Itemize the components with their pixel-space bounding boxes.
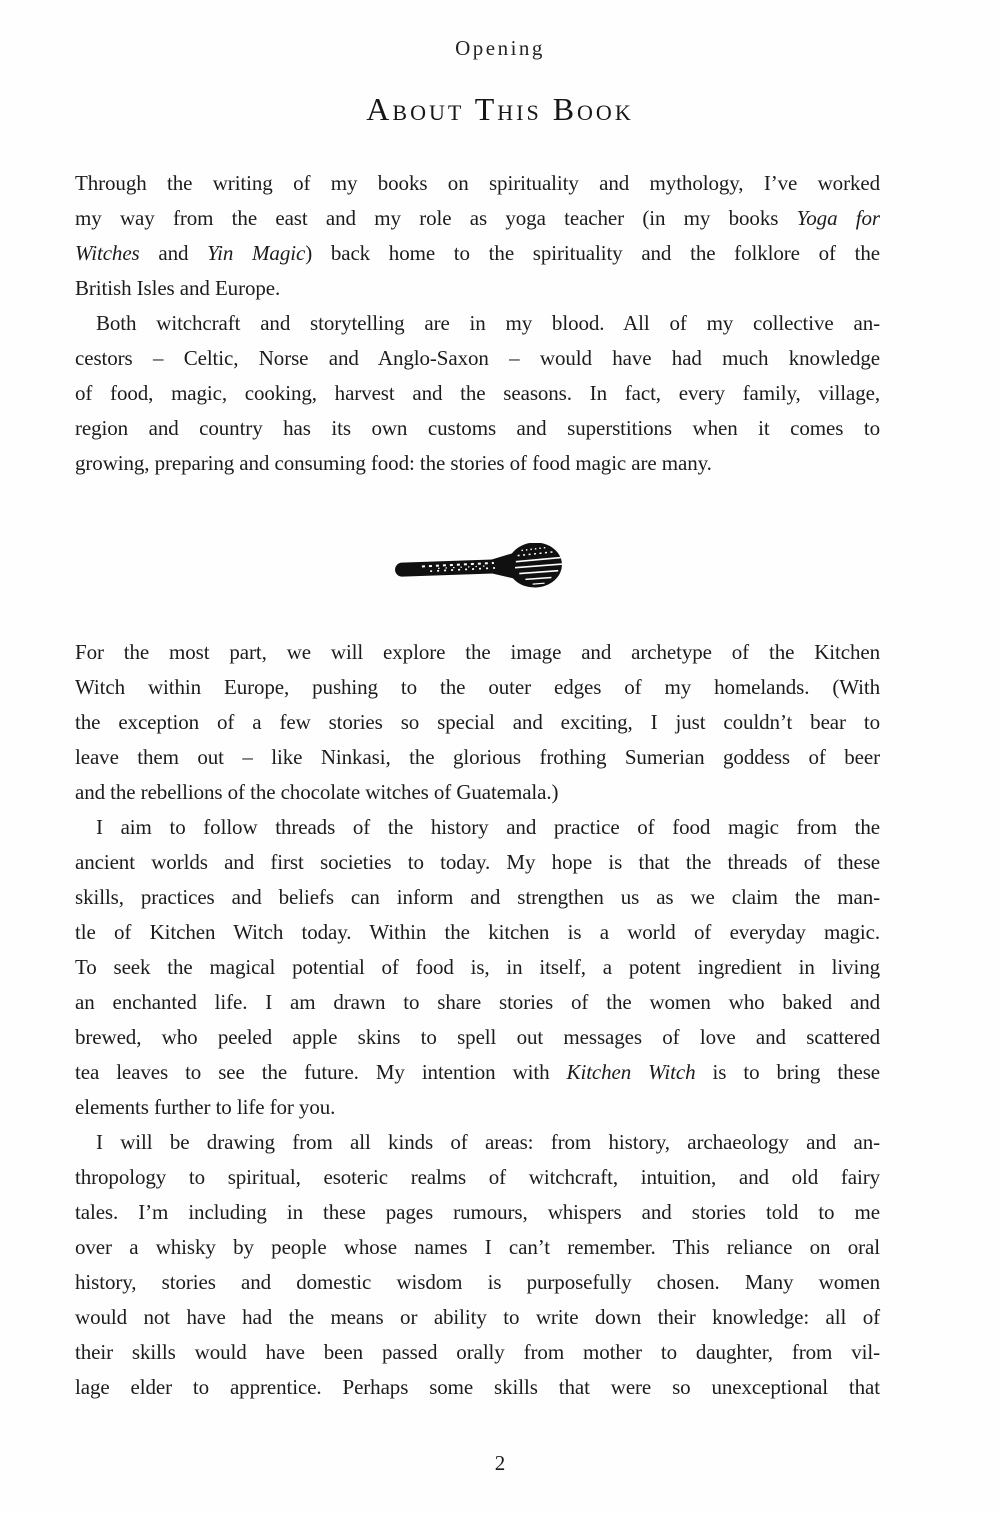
text-line bbox=[75, 236, 880, 271]
text-line bbox=[75, 271, 880, 306]
text-run: and the rebellions of the chocolate witches of Guatemala.) bbox=[75, 780, 559, 804]
text-line bbox=[75, 201, 880, 236]
text-run: leave them out – like Ninkasi, the glorious frothing Sumerian goddess of beer bbox=[75, 745, 880, 769]
body-text-section-2 bbox=[75, 635, 880, 1405]
text-line bbox=[75, 1055, 880, 1090]
text-line bbox=[75, 670, 880, 705]
text-run: Witch within Europe, pushing to the outer edges of my homelands. (With bbox=[75, 675, 880, 699]
text-run: tea leaves to see the future. My intention with bbox=[75, 1060, 567, 1084]
text-run: Both witchcraft and storytelling are in my blood. All of my collective an- bbox=[96, 311, 880, 335]
text-run: tales. I’m including in these pages rumours, whispers and stories told to me bbox=[75, 1200, 880, 1224]
text-line bbox=[75, 1195, 880, 1230]
text-line bbox=[75, 1090, 880, 1125]
italic-text-run: Yoga for bbox=[796, 206, 880, 230]
text-column bbox=[75, 166, 880, 1405]
italic-text-run: Witches bbox=[75, 241, 140, 265]
text-run: my way from the east and my role as yoga teacher (in my books bbox=[75, 206, 797, 230]
text-line bbox=[75, 166, 880, 201]
text-run: the exception of a few stories so special and exciting, I just couldn’t bear to bbox=[75, 710, 880, 734]
text-run: growing, preparing and consuming food: the stories of food magic are many. bbox=[75, 451, 712, 475]
text-line bbox=[75, 446, 880, 481]
text-run: lage elder to apprentice. Perhaps some skills that were so unexceptional that bbox=[75, 1375, 880, 1399]
text-run: Through the writing of my books on spirituality and mythology, I’ve worked bbox=[75, 171, 880, 195]
text-line bbox=[75, 376, 880, 411]
text-run: region and country has its own customs and superstitions when it comes to bbox=[75, 416, 880, 440]
text-line bbox=[75, 1230, 880, 1265]
text-line bbox=[75, 1125, 880, 1160]
page-number: 2 bbox=[494, 1451, 506, 1475]
text-line bbox=[75, 705, 880, 740]
text-run: skills, practices and beliefs can inform and strengthen us as we claim the man- bbox=[75, 885, 880, 909]
wooden-spoon-icon bbox=[392, 543, 564, 589]
text-run: brewed, who peeled apple skins to spell out messages of love and scattered bbox=[75, 1025, 880, 1049]
text-run: is to bring these bbox=[695, 1060, 880, 1084]
text-line bbox=[75, 1370, 880, 1405]
text-run: ) back home to the spirituality and the folklore of the bbox=[305, 241, 880, 265]
text-line bbox=[75, 880, 880, 915]
text-run: British Isles and Europe. bbox=[75, 276, 281, 300]
text-line bbox=[75, 1020, 880, 1055]
text-run: For the most part, we will explore the image and archetype of the Kitchen bbox=[75, 640, 880, 664]
text-line bbox=[75, 1300, 880, 1335]
text-line bbox=[75, 740, 880, 775]
text-line bbox=[75, 775, 880, 810]
body-text-section-1 bbox=[75, 166, 880, 481]
spoon-handle bbox=[394, 559, 506, 577]
text-line bbox=[75, 1265, 880, 1300]
text-line bbox=[75, 915, 880, 950]
text-run: I aim to follow threads of the history and practice of food magic from the bbox=[96, 815, 880, 839]
text-run: thropology to spiritual, esoteric realms of witchcraft, intuition, and old fairy bbox=[75, 1165, 880, 1189]
text-line bbox=[75, 341, 880, 376]
text-run: I will be drawing from all kinds of areas: from history, archaeology and an- bbox=[96, 1130, 880, 1154]
wooden-spoon-ornament bbox=[392, 543, 564, 589]
text-run: cestors – Celtic, Norse and Anglo-Saxon – would have had much knowledge bbox=[75, 346, 880, 370]
text-line bbox=[75, 411, 880, 446]
text-run: would not have had the means or ability to write down their knowledge: all of bbox=[75, 1305, 880, 1329]
text-line bbox=[75, 1160, 880, 1195]
text-run: over a whisky by people whose names I can’t remember. This reliance on oral bbox=[75, 1235, 880, 1259]
text-line bbox=[75, 845, 880, 880]
italic-text-run: Yin Magic bbox=[207, 241, 306, 265]
text-line bbox=[75, 950, 880, 985]
text-run: their skills would have been passed orally from mother to daughter, from vil- bbox=[75, 1340, 880, 1364]
text-run: To seek the magical potential of food is, in itself, a potent ingredient in living bbox=[75, 955, 880, 979]
chapter-title: About This Book bbox=[366, 91, 634, 127]
text-run: and bbox=[139, 241, 208, 265]
text-line bbox=[75, 810, 880, 845]
text-run: history, stories and domestic wisdom is purposefully chosen. Many women bbox=[75, 1270, 880, 1294]
text-run: an enchanted life. I am drawn to share stories of the women who baked and bbox=[75, 990, 880, 1014]
italic-text-run: Kitchen Witch bbox=[566, 1060, 696, 1084]
text-line bbox=[75, 985, 880, 1020]
text-line bbox=[75, 635, 880, 670]
text-line bbox=[75, 306, 880, 341]
text-run: elements further to life for you. bbox=[75, 1095, 336, 1119]
text-run: ancient worlds and first societies to today. My hope is that the threads of these bbox=[75, 850, 880, 874]
text-line bbox=[75, 1335, 880, 1370]
running-header: Opening bbox=[455, 36, 545, 60]
text-run: tle of Kitchen Witch today. Within the kitchen is a world of everyday magic. bbox=[75, 920, 880, 944]
text-run: of food, magic, cooking, harvest and the seasons. In fact, every family, village, bbox=[75, 381, 880, 405]
